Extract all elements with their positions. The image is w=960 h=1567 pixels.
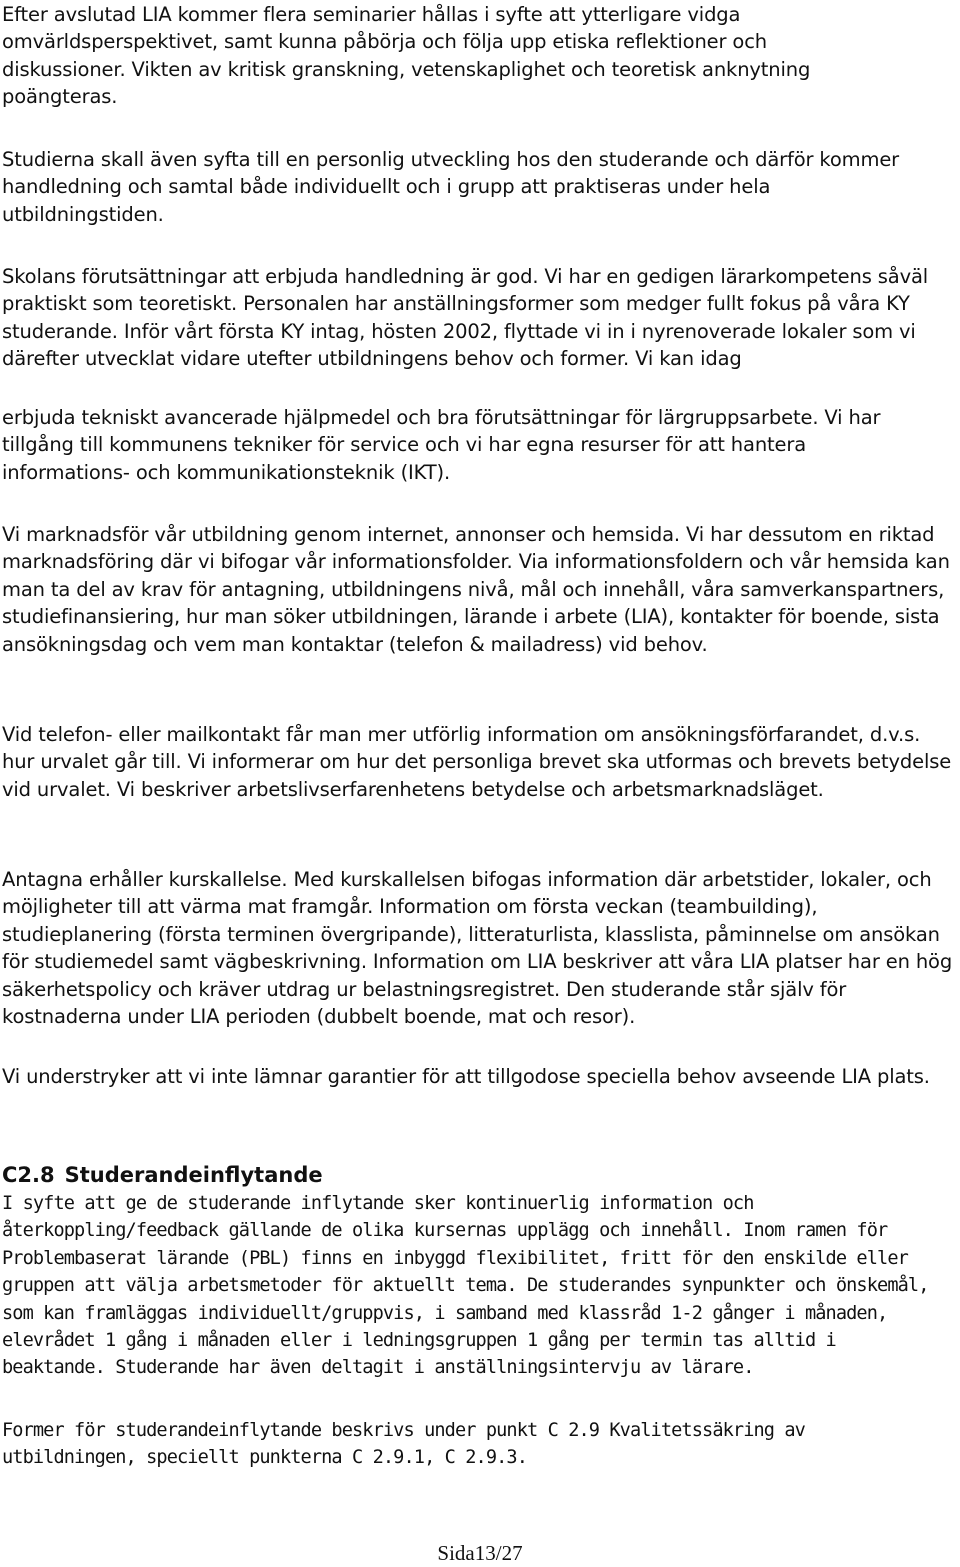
section-heading [2, 1162, 323, 1189]
section-title: Studerandeinflytande [64, 1163, 323, 1187]
paragraph-no-guarantees: Vi understryker att vi inte lämnar garantier för att tillgodose speciella behov avseende LIA plats. [2, 1065, 930, 1088]
paragraph-influence-forms: Former för studerandeinflytande beskrivs under punkt C 2.9 Kvalitetssäkring av utbildningen, speciellt punkterna C 2.9.1, C 2.9.3. [2, 1420, 805, 1469]
paragraph-marketing: Vi marknadsför vår utbildning genom internet, annonser och hemsida. Vi har dessutom en riktad marknadsföring där vi bifogar vår informationsfolder. Via informationsfoldern och vår hemsida kan man ta del av krav för antagning, utbildningens nivå, mål och innehåll, våra samverkanspartners, studiefinansiering, hur man söker utbildningen, lärande i arbete (LIA), kontakter för boende, sista ansökningsdag och vem man kontaktar (telefon & mailadress) vid behov. [2, 523, 950, 656]
paragraph-school-conditions: Skolans förutsättningar att erbjuda handledning är god. Vi har en gedigen lärarkompetens såväl praktiskt som teoretiskt. Personalen har anställningsformer som medger fullt fokus på våra KY studerande. Inför vårt första KY intag, hösten 2002, flyttade vi in i nyrenoverade lokaler som vi därefter utvecklat vidare utefter utbildningens behov och former. Vi kan idag [2, 265, 929, 371]
page-number: Sida13/27 [437, 1541, 523, 1565]
paragraph-student-influence: I syfte att ge de studerande inflytande sker kontinuerlig information och återkoppling/feedback gällande de olika kursernas upplägg och innehåll. Inom ramen för Problembaserat lärande (PBL) finns en inbyggd flexibilitet, fritt för den enskilde eller gruppen att välja arbetsmetoder för aktuellt tema. De studerandes synpunkter och önskemål, som kan framläggas individuellt/gruppvis, i samband med klassråd 1-2 gånger i månaden, elevrådet 1 gång i månaden eller i ledningsgruppen 1 gång per termin tas alltid i beaktande. Studerande har även deltagit i anställningsintervju av lärare. [2, 1193, 929, 1379]
section-number: C2.8 [2, 1163, 55, 1187]
paragraph-admission: Antagna erhåller kurskallelse. Med kurskallelsen bifogas information där arbetstider, lokaler, och möjligheter till att värma mat framgår. Information om första veckan (teambuilding), studieplanering (första terminen övergripande), litteraturlista, klasslista, påminnelse om ansökan för studiemedel samt vägbeskrivning. Information om LIA beskriver att våra LIA platser har en hög säkerhetspolicy och kräver utdrag ur belastningsregistret. Den studerande står själv för kostnaderna under LIA perioden (dubbelt boende, mat och resor). [2, 868, 953, 1029]
paragraph-technical-resources: erbjuda tekniskt avancerade hjälpmedel och bra förutsättningar för lärgruppsarbete. Vi har tillgång till kommunens tekniker för service och vi har egna resurser för att hantera informations- och kommunikationsteknik (IKT). [2, 406, 881, 484]
paragraph-personal-development: Studierna skall även syfta till en personlig utveckling hos den studerande och därför kommer handledning och samtal både individuellt och i grupp att praktiseras under hela utbildningstiden. [2, 148, 900, 226]
paragraph-lia-seminars: Efter avslutad LIA kommer flera seminarier hållas i syfte att ytterligare vidga omvärldsperspektivet, samt kunna påbörja och följa upp etiska reflektioner och diskussioner. Vikten av kritisk granskning, vetenskaplighet och teoretisk anknytning poängteras. [2, 3, 811, 109]
paragraph-phone-mail-contact: Vid telefon- eller mailkontakt får man mer utförlig information om ansökningsförfarandet, d.v.s. hur urvalet går till. Vi informerar om hur det personliga brevet ska utformas och brevets betydelse vid urvalet. Vi beskriver arbetslivserfarenhetens betydelse och arbetsmarknadsläget. [2, 723, 952, 801]
